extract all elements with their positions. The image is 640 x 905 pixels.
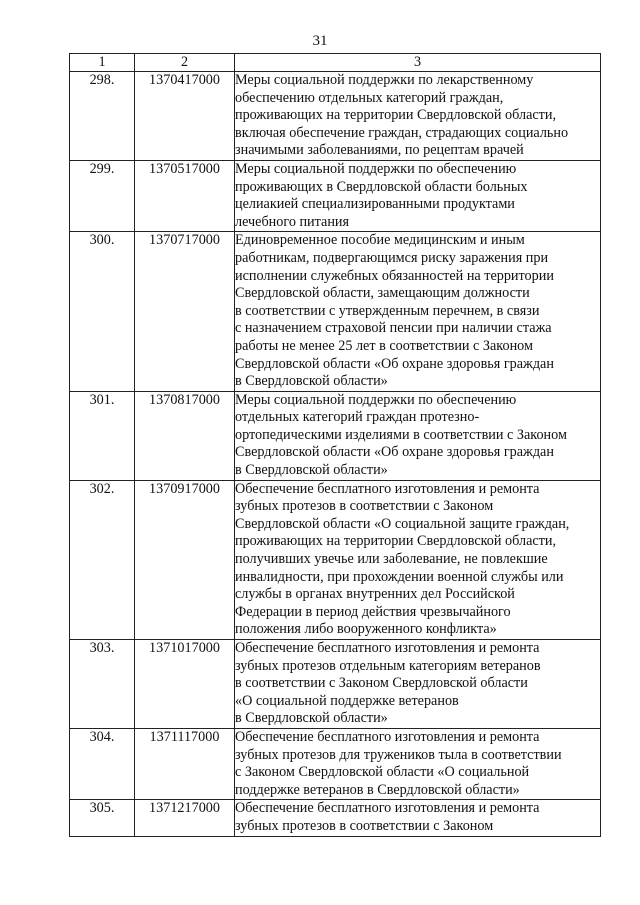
description-line: в Свердловской области» [235, 710, 388, 727]
row-number: 304. [70, 728, 135, 799]
row-number: 300. [70, 232, 135, 391]
description-line: Обеспечение бесплатного изготовления и ремонта [235, 800, 540, 817]
row-code: 1370817000 [135, 391, 235, 480]
description-line: работникам, подвергающимся риску заражения при [235, 249, 549, 266]
description-line: Меры социальной поддержки по обеспечению [235, 160, 517, 177]
row-description [235, 640, 601, 729]
table-row [70, 232, 601, 391]
row-code: 1370517000 [135, 160, 235, 231]
description-line: исполнении служебных обязанностей на территории [235, 267, 554, 284]
description-line: Обеспечение бесплатного изготовления и ремонта [235, 640, 540, 656]
table-body [70, 72, 601, 837]
description-line: проживающих на территории Свердловской области, [235, 107, 556, 124]
table-row [70, 800, 601, 836]
row-number: 301. [70, 391, 135, 480]
description-line: лечебного питания [235, 213, 350, 230]
description-line: отдельных категорий граждан протезно- [235, 409, 480, 426]
description-line: в Свердловской области» [235, 373, 388, 390]
row-description [235, 391, 601, 480]
description-line: зубных протезов отдельным категориям ветеранов [235, 657, 541, 674]
description-line: проживающих на территории Свердловской области, [235, 533, 556, 550]
description-line: Свердловской области «О социальной защите граждан, [235, 515, 570, 532]
description-line: «О социальной поддержке ветеранов [235, 692, 459, 709]
column-header-description: 3 [235, 54, 601, 72]
description-line: зубных протезов в соответствии с Законом [235, 817, 494, 834]
description-line: Единовременное пособие медицинским и иным [235, 232, 525, 249]
description-line: Меры социальной поддержки по обеспечению [235, 391, 517, 408]
row-description [235, 160, 601, 231]
table-row [70, 391, 601, 480]
row-code: 1371117000 [135, 728, 235, 799]
document-table [69, 53, 601, 837]
description-line: поддержке ветеранов в Свердловской области» [235, 781, 520, 798]
table-row [70, 640, 601, 729]
description-line: службы в органах внутренних дел Российской [235, 586, 515, 603]
description-line: в соответствии с утвержденным перечнем, в связи [235, 302, 540, 319]
column-header-code: 2 [135, 54, 235, 72]
description-line: работы не менее 25 лет в соответствии с Законом [235, 337, 533, 354]
row-description [235, 232, 601, 391]
row-description [235, 72, 601, 161]
table-row [70, 160, 601, 231]
description-line: Свердловской области «Об охране здоровья граждан [235, 444, 554, 461]
description-line: Меры социальной поддержки по лекарственному [235, 72, 534, 88]
description-line: ортопедическими изделиями в соответствии с Законом [235, 426, 567, 443]
row-code: 1370717000 [135, 232, 235, 391]
description-line: Обеспечение бесплатного изготовления и ремонта [235, 728, 540, 745]
row-number: 299. [70, 160, 135, 231]
row-code: 1371217000 [135, 800, 235, 836]
column-header-number: 1 [70, 54, 135, 72]
row-code: 1371017000 [135, 640, 235, 729]
row-number: 298. [70, 72, 135, 161]
row-description [235, 480, 601, 639]
description-line: получивших увечье или заболевание, не повлекшие [235, 551, 548, 568]
description-line: с назначением страховой пенсии при наличии стажа [235, 320, 552, 337]
table-row [70, 72, 601, 161]
row-number: 305. [70, 800, 135, 836]
row-number: 302. [70, 480, 135, 639]
description-line: проживающих в Свердловской области больных [235, 178, 528, 195]
description-line: зубных протезов для тружеников тыла в соответствии [235, 746, 562, 763]
description-line: целиакией специализированными продуктами [235, 196, 515, 213]
page-number: 31 [312, 33, 328, 49]
description-line: в соответствии с Законом Свердловской области [235, 675, 528, 692]
table-row [70, 480, 601, 639]
description-line: значимыми заболеваниями, по рецептам врачей [235, 142, 524, 159]
description-line: в Свердловской области» [235, 462, 388, 479]
description-line: включая обеспечение граждан, страдающих социально [235, 124, 569, 141]
row-description [235, 728, 601, 799]
row-code: 1370917000 [135, 480, 235, 639]
description-line: обеспечению отдельных категорий граждан, [235, 89, 504, 106]
description-line: с Законом Свердловской области «О социальной [235, 764, 530, 781]
description-line: зубных протезов в соответствии с Законом [235, 498, 494, 515]
description-line: Обеспечение бесплатного изготовления и ремонта [235, 480, 540, 497]
table-row [70, 728, 601, 799]
row-description [235, 800, 601, 836]
description-line: положения либо вооруженного конфликта» [235, 621, 497, 638]
row-code: 1370417000 [135, 72, 235, 161]
description-line: инвалидности, при прохождении военной службы или [235, 568, 564, 585]
description-line: Свердловской области «Об охране здоровья граждан [235, 355, 554, 372]
table-header-row [70, 54, 601, 72]
row-number: 303. [70, 640, 135, 729]
description-line: Свердловской области, замещающим должности [235, 285, 530, 302]
description-line: Федерации в период действия чрезвычайного [235, 603, 511, 620]
